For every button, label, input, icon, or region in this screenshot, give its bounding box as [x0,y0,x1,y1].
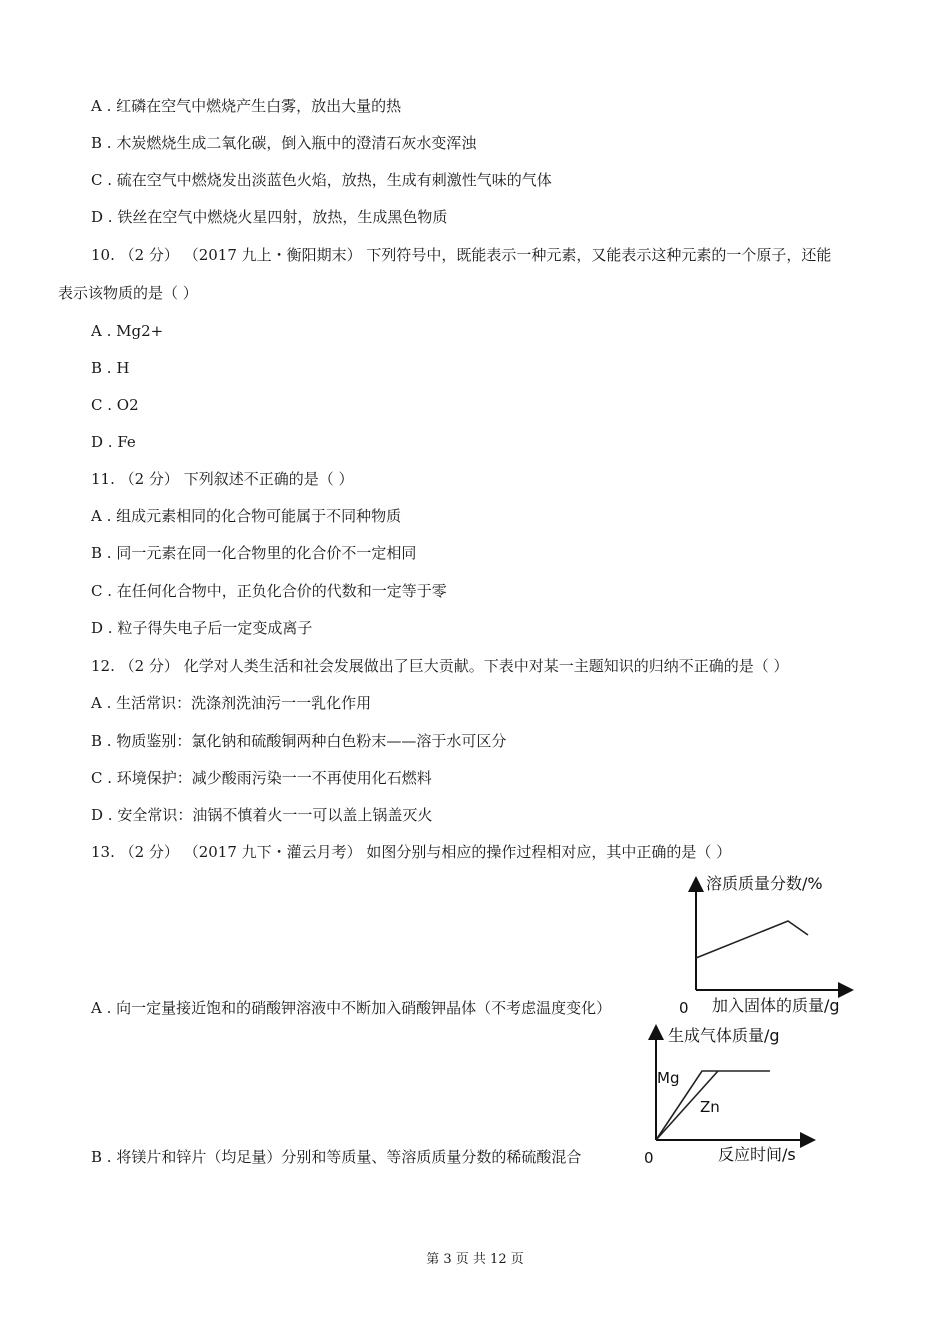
graph-a-origin: 0 [679,999,689,1017]
q12-option-d: D . 安全常识：油锅不慎着火一一可以盖上锅盖灭火 [91,806,433,824]
page-footer: 第 3 页 共 12 页 [426,1252,524,1267]
q13-option-b: B . 将镁片和锌片（均足量）分别和等质量、等溶质质量分数的稀硫酸混合 [91,1148,582,1166]
q10-option-d: D . Fe [91,433,136,451]
q10-stem-line1: 10. （2 分） （2017 九上・衡阳期末） 下列符号中，既能表示一种元素，又能表示这种元素的一个原子，还能 [91,246,832,264]
q13-graph-a [670,870,870,1020]
q11-option-b: B . 同一元素在同一化合物里的化合价不一定相同 [91,544,417,562]
q10-option-b: B . H [91,359,130,377]
graph-b-xlabel: 反应时间/s [718,1145,796,1164]
q13-option-a: A . 向一定量接近饱和的硝酸钾溶液中不断加入硝酸钾晶体（不考虑温度变化） [91,999,612,1017]
graph-b-zn-label: Zn [700,1098,720,1116]
q13-graph-b [640,1020,825,1170]
graph-a-ylabel: 溶质质量分数/% [706,874,823,893]
q10-option-a: A . Mg2+ [91,322,164,340]
graph-b-origin: 0 [644,1149,654,1167]
q12-option-a: A . 生活常识：洗涤剂洗油污一一乳化作用 [91,694,372,712]
q11-option-d: D . 粒子得失电子后一定变成离子 [91,619,313,637]
graph-b-mg-label: Mg [657,1069,680,1087]
q12-stem: 12. （2 分） 化学对人类生活和社会发展做出了巨大贡献。下表中对某一主题知识的归纳不正确的是（ ） [91,657,789,675]
q9-option-b: B . 木炭燃烧生成二氧化碳，倒入瓶中的澄清石灰水变浑浊 [91,134,477,152]
q12-option-c: C . 环境保护：减少酸雨污染一一不再使用化石燃料 [91,769,432,787]
q9-option-a: A . 红磷在空气中燃烧产生白雾，放出大量的热 [91,97,402,115]
graph-b-ylabel: 生成气体质量/g [668,1026,780,1045]
q9-option-c: C . 硫在空气中燃烧发出淡蓝色火焰，放热，生成有刺激性气味的气体 [91,171,552,189]
graph-a-curve [696,921,808,958]
q13-stem: 13. （2 分） （2017 九下・灌云月考） 如图分别与相应的操作过程相对应，其中正确的是（ ） [91,843,732,861]
q12-option-b: B . 物质鉴别：氯化钠和硫酸铜两种白色粉末——溶于水可区分 [91,732,507,750]
q10-option-c: C . O2 [91,396,139,414]
q11-stem: 11. （2 分） 下列叙述不正确的是（ ） [91,470,354,488]
q10-stem-line2: 表示该物质的是（ ） [58,284,198,302]
graph-a-xlabel: 加入固体的质量/g [712,996,840,1015]
q9-option-d: D . 铁丝在空气中燃烧火星四射，放热，生成黑色物质 [91,208,448,226]
q11-option-c: C . 在任何化合物中，正负化合价的代数和一定等于零 [91,582,447,600]
q11-option-a: A . 组成元素相同的化合物可能属于不同种物质 [91,507,402,525]
